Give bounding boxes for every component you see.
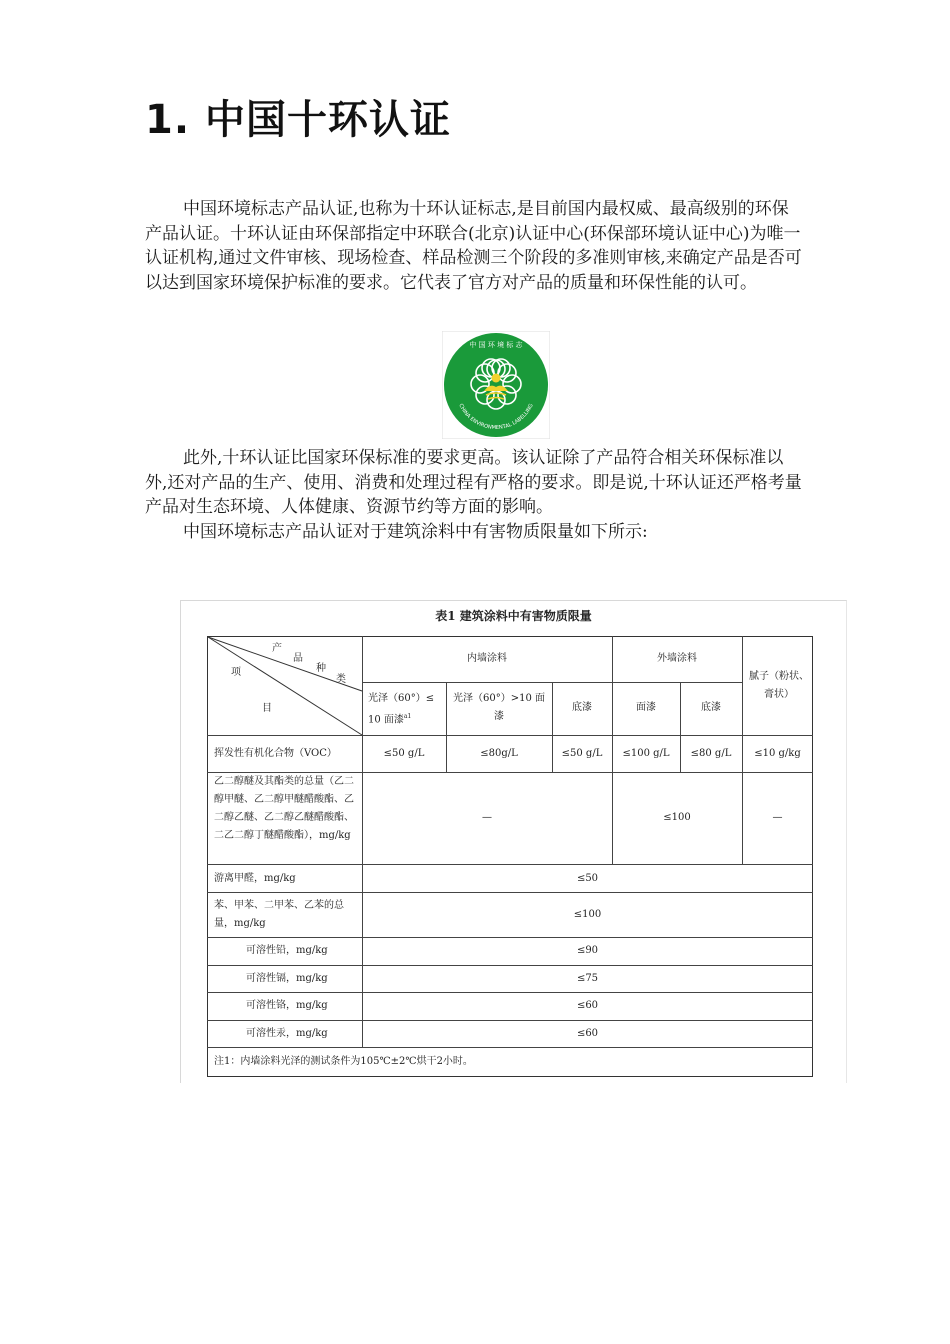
benzene-label: 苯、甲苯、二甲苯、乙苯的总量，mg/kg bbox=[214, 900, 344, 929]
corner-xiang: 项 bbox=[231, 667, 241, 678]
logo-ring-text: CHINA ENVIRONMENTAL LABELLING bbox=[457, 402, 535, 432]
cadmium-value: ≤75 bbox=[576, 973, 599, 984]
corner-chan: 产 bbox=[272, 643, 282, 654]
interior-coating-header: 内墙涂料 bbox=[467, 653, 507, 664]
table-rule bbox=[207, 965, 813, 966]
table-rule bbox=[207, 1047, 813, 1048]
corner-zhong: 种 bbox=[316, 663, 326, 674]
glycol-label: 乙二醇醚及其酯类的总量（乙二醇甲醚、乙二醇甲醚醋酸酯、乙二醇乙醚、乙二醇乙醚醋酸酯、二乙二醇丁醚醋酸酯），mg/kg bbox=[214, 776, 354, 841]
table-caption: 表1 建筑涂料中有害物质限量 bbox=[435, 609, 592, 623]
glycol-exterior-value: ≤100 bbox=[663, 812, 691, 823]
formaldehyde-value: ≤50 bbox=[576, 873, 599, 884]
table-rule bbox=[207, 892, 813, 893]
exterior-topcoat-header: 面漆 bbox=[636, 702, 656, 713]
table-rule bbox=[207, 864, 813, 865]
corner-lei: 类 bbox=[336, 674, 346, 685]
formaldehyde-label: 游离甲醛，mg/kg bbox=[214, 873, 296, 884]
table-note: 注1：内墙涂料光泽的测试条件为105℃±2℃烘干2小时。 bbox=[214, 1056, 473, 1067]
requirements-paragraph: 此外,十环认证比国家环保标准的要求更高。该认证除了产品符合相关环保标准以外,还对产品的生产、使用、消费和处理过程有严格的要求。即是说,十环认证还严格考量产品对生态环境、人体健康、资源节约等方面的影响。 bbox=[145, 448, 802, 517]
gloss-low-header bbox=[368, 690, 444, 729]
benzene-value: ≤100 bbox=[573, 909, 602, 920]
glycol-interior-value: — bbox=[482, 812, 492, 823]
corner-mu: 目 bbox=[262, 703, 272, 714]
mercury-label: 可溶性汞，mg/kg bbox=[246, 1028, 328, 1039]
exterior-coating-header: 外墙涂料 bbox=[657, 653, 697, 664]
voc-value: ≤80 g/L bbox=[690, 748, 732, 759]
table-rule bbox=[207, 937, 813, 938]
glycol-putty-value: — bbox=[772, 812, 783, 823]
gloss-low-note: a1 bbox=[403, 713, 412, 720]
lead-label: 可溶性铅，mg/kg bbox=[246, 945, 328, 956]
interior-primer-header: 底漆 bbox=[572, 702, 592, 713]
putty-header: 腻子（粉状、膏状） bbox=[749, 671, 809, 700]
gloss-high-header: 光泽（60°）>10 面漆 bbox=[452, 693, 545, 722]
chromium-label: 可溶性铬，mg/kg bbox=[246, 1000, 328, 1011]
intro-paragraph: 中国环境标志产品认证,也称为十环认证标志,是目前国内最权威、最高级别的环保产品认证。十环认证由环保部指定中环联合(北京)认证中心(环保部环境认证中心)为唯一认证机构,通过文件审核、现场检查、样品检测三个阶段的多准则审核,来确定产品是否可以达到国家环境保护标准的要求。它代表了官方对产品的质量和环保性能的认可。 bbox=[145, 199, 802, 293]
voc-label: 挥发性有机化合物（VOC） bbox=[214, 748, 337, 759]
gloss-low-text: 光泽（60°）≤ 10 面漆 bbox=[368, 693, 435, 726]
voc-value: ≤50 g/L bbox=[383, 748, 425, 759]
logo-top-text: 中 国 环 境 标 志 bbox=[469, 341, 523, 349]
voc-value: ≤100 g/L bbox=[622, 748, 670, 759]
table-rule bbox=[207, 1020, 813, 1021]
page-heading: 1. 中国十环认证 bbox=[145, 97, 451, 143]
chromium-value: ≤60 bbox=[576, 1000, 599, 1011]
voc-value: ≤10 g/kg bbox=[754, 748, 801, 759]
table-rule bbox=[207, 992, 813, 993]
table-intro-paragraph: 中国环境标志产品认证对于建筑涂料中有害物质限量如下所示: bbox=[183, 522, 648, 542]
voc-value: ≤80g/L bbox=[480, 748, 518, 759]
mercury-value: ≤60 bbox=[576, 1028, 599, 1039]
corner-pin: 品 bbox=[293, 653, 303, 664]
cadmium-label: 可溶性镉，mg/kg bbox=[246, 973, 328, 984]
ten-ring-icon bbox=[442, 331, 550, 439]
china-environmental-label-logo bbox=[442, 331, 550, 439]
voc-value: ≤50 g/L bbox=[561, 748, 603, 759]
exterior-primer-header: 底漆 bbox=[701, 702, 721, 713]
lead-value: ≤90 bbox=[576, 945, 599, 956]
